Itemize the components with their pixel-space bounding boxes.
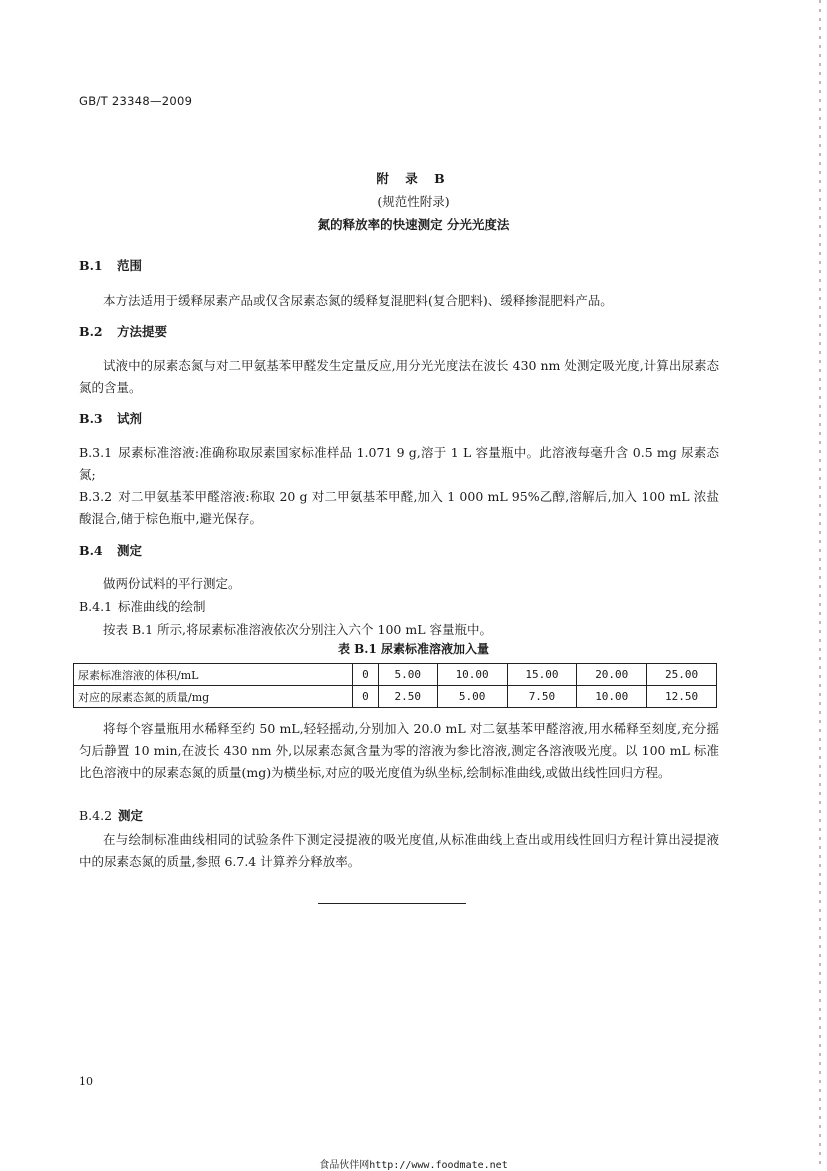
appendix-subtitle: (规范性附录) (377, 194, 450, 209)
table-cell: 2.50 (378, 686, 437, 708)
clause-number: B.4.2 (79, 808, 113, 823)
clause-number: B.3.1 (79, 445, 113, 460)
section-b4-heading (79, 541, 142, 559)
standard-code-header: GB/T 23348—2009 (79, 94, 193, 108)
section-b2-heading (79, 322, 167, 340)
clause-title: 测定 (118, 808, 144, 823)
table-cell: 15.00 (507, 664, 577, 686)
clause-b41-text: 按表 B.1 所示,将尿素标准溶液依次分别注入六个 100 mL 容量瓶中。 (103, 622, 492, 637)
clause-number: B.3.2 (79, 489, 113, 504)
section-number: B.4 (79, 543, 103, 558)
standard-solution-table (73, 663, 717, 708)
section-b4-intro: 做两份试料的平行测定。 (103, 576, 241, 591)
table-row-label: 对应的尿素态氮的质量/mg (74, 686, 353, 708)
appendix-title: 附 录 B (376, 171, 451, 186)
clause-text: 对二甲氨基苯甲醛溶液:称取 20 g 对二甲氨基苯甲醛,加入 1 000 mL 95%乙醇,溶解后,加入 100 mL 浓盐酸混合,储于棕色瓶中,避光保存。 (79, 489, 719, 526)
clause-title: 标准曲线的绘制 (118, 599, 206, 614)
table-cell: 5.00 (437, 686, 507, 708)
table-row-label: 尿素标准溶液的体积/mL (74, 664, 353, 686)
clause-text: 尿素标准溶液:准确称取尿素国家标准样品 1.071 9 g,溶于 1 L 容量瓶中。此溶液每毫升含 0.5 mg 尿素态氮; (79, 445, 719, 482)
section-number: B.3 (79, 411, 103, 426)
table-cell: 0 (353, 686, 379, 708)
footer-watermark: 食品伙伴网http://www.foodmate.net (319, 1160, 508, 1171)
table-cell: 0 (353, 664, 379, 686)
table-cell: 10.00 (437, 664, 507, 686)
section-b3-heading (79, 409, 142, 427)
table-cell: 7.50 (507, 686, 577, 708)
table-caption: 表 B.1 尿素标准溶液加入量 (337, 642, 490, 656)
clause-b32 (79, 486, 719, 530)
section-title: 测定 (117, 543, 143, 558)
section-number: B.2 (79, 324, 103, 339)
table-row (74, 664, 717, 686)
end-rule (318, 903, 466, 904)
clause-b42-heading (79, 806, 143, 824)
clause-b42-text: 在与绘制标准曲线相同的试验条件下测定浸提液的吸光度值,从标准曲线上查出或用线性回归方程计算出浸提液中的尿素态氮的质量,参照 6.7.4 计算养分释放率。 (79, 832, 719, 869)
table-cell: 20.00 (577, 664, 647, 686)
clause-b31 (79, 442, 719, 486)
clause-b41-heading (79, 597, 206, 615)
table-cell: 12.50 (647, 686, 717, 708)
clause-number: B.4.1 (79, 599, 113, 614)
appendix-name: 氮的释放率的快速测定 分光光度法 (317, 217, 510, 232)
section-title: 方法提要 (117, 324, 168, 339)
table-cell: 5.00 (378, 664, 437, 686)
clause-b41-after-text: 将每个容量瓶用水稀释至约 50 mL,轻轻摇动,分别加入 20.0 mL 对二氨基苯甲醛溶液,用水稀释至刻度,充分摇匀后静置 10 min,在波长 430 nm 外,以尿素态氮含量为零的溶液为参比溶液,测定各溶液吸光度。以 100 mL 标准比色溶液中的尿素态氮的质量(mg)为横坐标,对应的吸光度值为纵坐标,绘制标准曲线,或做出线性回归方程。 (79, 721, 719, 780)
section-b1-text: 本方法适用于缓释尿素产品或仅含尿素态氮的缓释复混肥料(复合肥料)、缓释掺混肥料产品。 (103, 293, 613, 308)
section-number: B.1 (79, 258, 103, 273)
table-row (74, 686, 717, 708)
page-number: 10 (79, 1075, 93, 1088)
section-b1-heading (79, 256, 142, 274)
table-cell: 10.00 (577, 686, 647, 708)
section-b2-text: 试液中的尿素态氮与对二甲氨基苯甲醛发生定量反应,用分光光度法在波长 430 nm 处测定吸光度,计算出尿素态氮的含量。 (79, 358, 719, 395)
section-title: 范围 (117, 258, 143, 273)
section-title: 试剂 (117, 411, 143, 426)
table-cell: 25.00 (647, 664, 717, 686)
